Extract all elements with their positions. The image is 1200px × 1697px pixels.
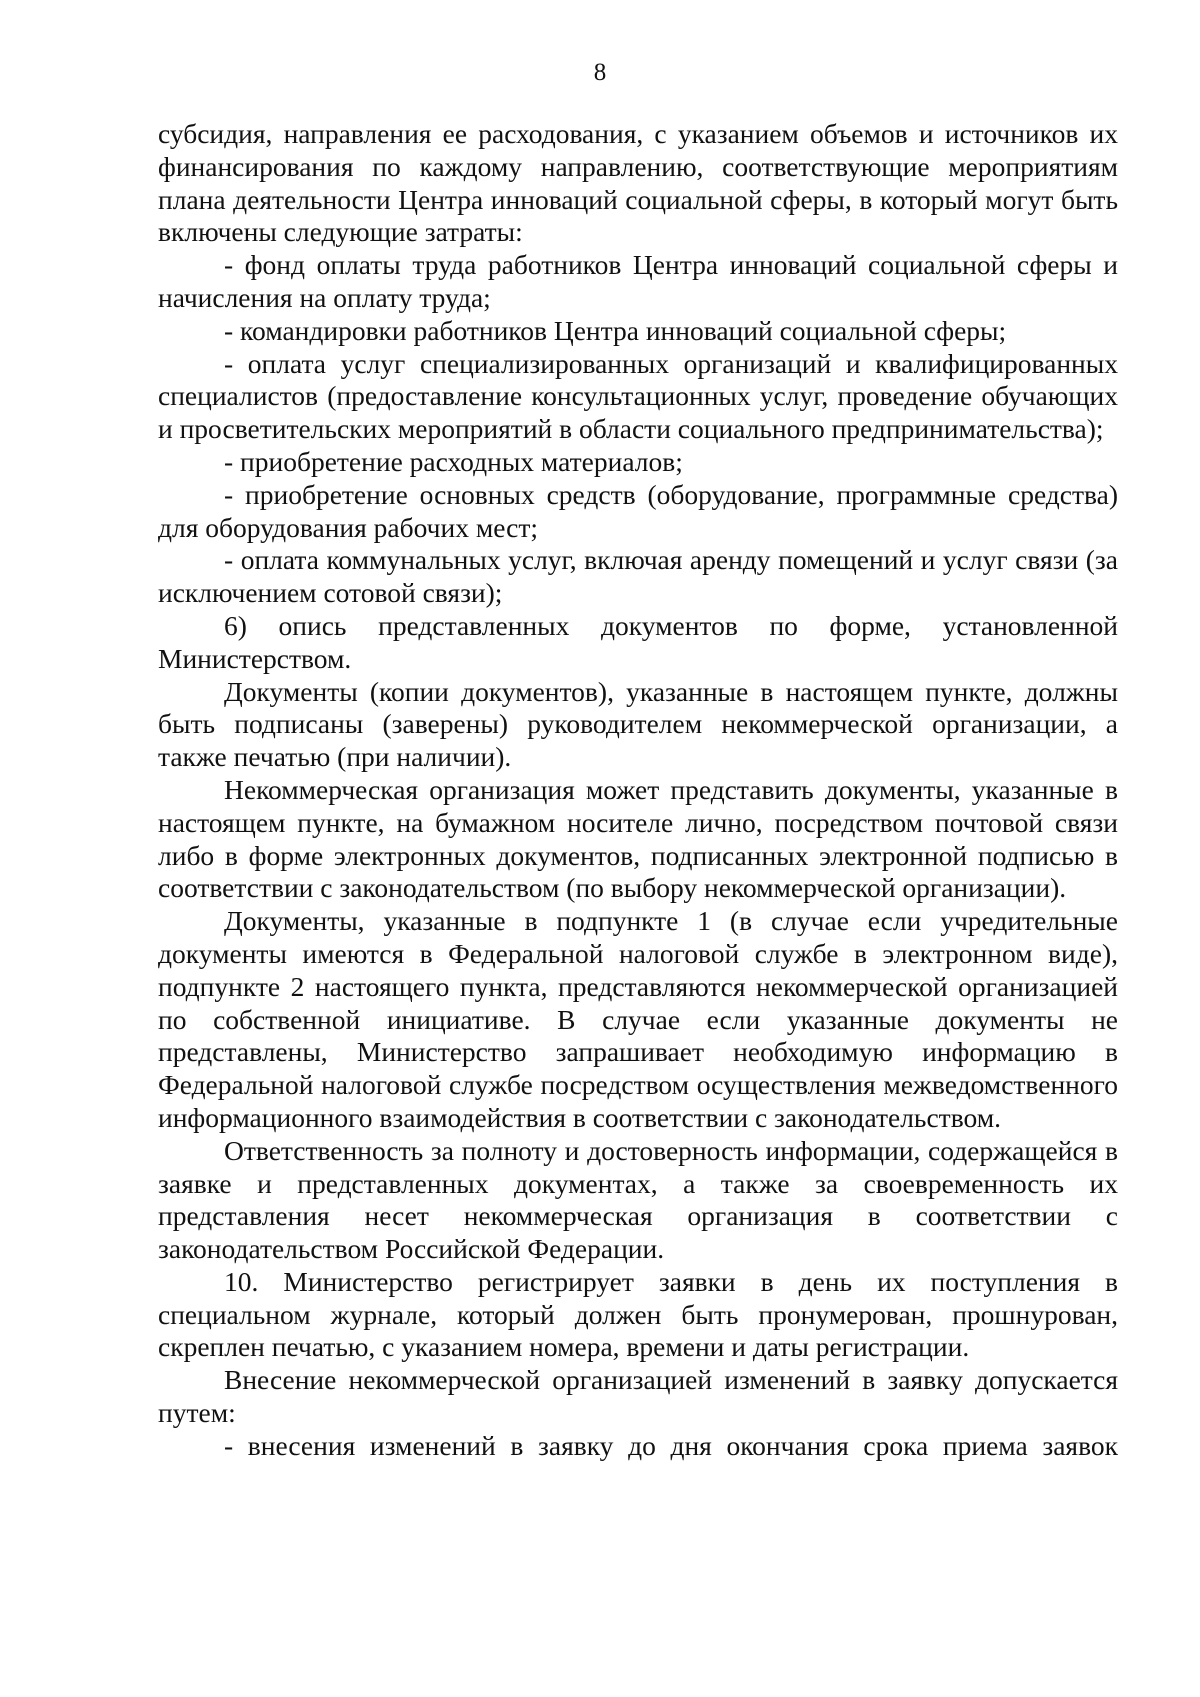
document-body (158, 118, 1118, 1463)
item-6-inventory: 6) опись представленных документов по форме, установленной Министерством. (158, 609, 1118, 674)
list-item-utilities: - оплата коммунальных услуг, включая аренду помещений и услуг связи (за исключением сотовой связи); (158, 544, 1118, 609)
paragraph-fns-request: Документы, указанные в подпункте 1 (в случае если учредительные документы имеются в Федеральной налоговой службе в электронном виде), подпункте 2 настоящего пункта, представляются некоммерческой организацией по собственной инициативе. В случае если указанные документы не представлены, Министерство запрашивает необходимую информацию в Федеральной налоговой службе посредством осуществления межведомственного информационного взаимодействия в соответствии с законодательством. (158, 905, 1118, 1133)
paragraph-responsibility: Ответственность за полноту и достоверность информации, содержащейся в заявке и представленных документах, а также за своевременность их представления несет некоммерческая организация в соответствии с законодательством Российской Федерации. (158, 1134, 1118, 1265)
list-item-consumables: - приобретение расходных материалов; (224, 445, 683, 477)
paragraph-signing: Документы (копии документов), указанные в настоящем пункте, должны быть подписаны (заверены) руководителем некоммерческой организации, а также печатью (при наличии). (158, 675, 1118, 773)
list-item-payroll: - фонд оплаты труда работников Центра инноваций социальной сферы и начисления на оплату труда; (158, 249, 1118, 313)
list-item-specialist-services: - оплата услуг специализированных организаций и квалифицированных специалистов (предоставление консультационных услуг, проведение обучающих и просветительских мероприятий в области социального предпринимательства); (158, 347, 1118, 445)
paragraph-submission: Некоммерческая организация может представить документы, указанные в настоящем пункте, на бумажном носителе лично, посредством почтовой связи либо в форме электронных документов, подписанных электронной подписью в соответствии с законодательством (по выбору некоммерческой организации). (158, 773, 1118, 904)
paragraph-intro: субсидия, направления ее расходования, с указанием объемов и источников их финансирования по каждому направлению, соответствующие мероприятиям плана деятельности Центра инноваций социальной сферы, в который могут быть включены следующие затраты: (158, 118, 1118, 248)
list-item-business-trips: - командировки работников Центра инноваций социальной сферы; (224, 314, 1007, 346)
page-number: 8 (593, 59, 607, 86)
list-item-fixed-assets: - приобретение основных средств (оборудование, программные средства) для оборудования рабочих мест; (158, 478, 1118, 543)
item-10-registration: 10. Министерство регистрирует заявки в день их поступления в специальном журнале, который должен быть пронумерован, прошнурован, скреплен печатью, с указанием номера, времени и даты регистрации. (158, 1265, 1118, 1363)
list-item-amendment-deadline: - внесения изменений в заявку до дня окончания срока приема заявок (224, 1429, 1118, 1461)
paragraph-amendments: Внесение некоммерческой организацией изменений в заявку допускается путем: (158, 1364, 1118, 1429)
